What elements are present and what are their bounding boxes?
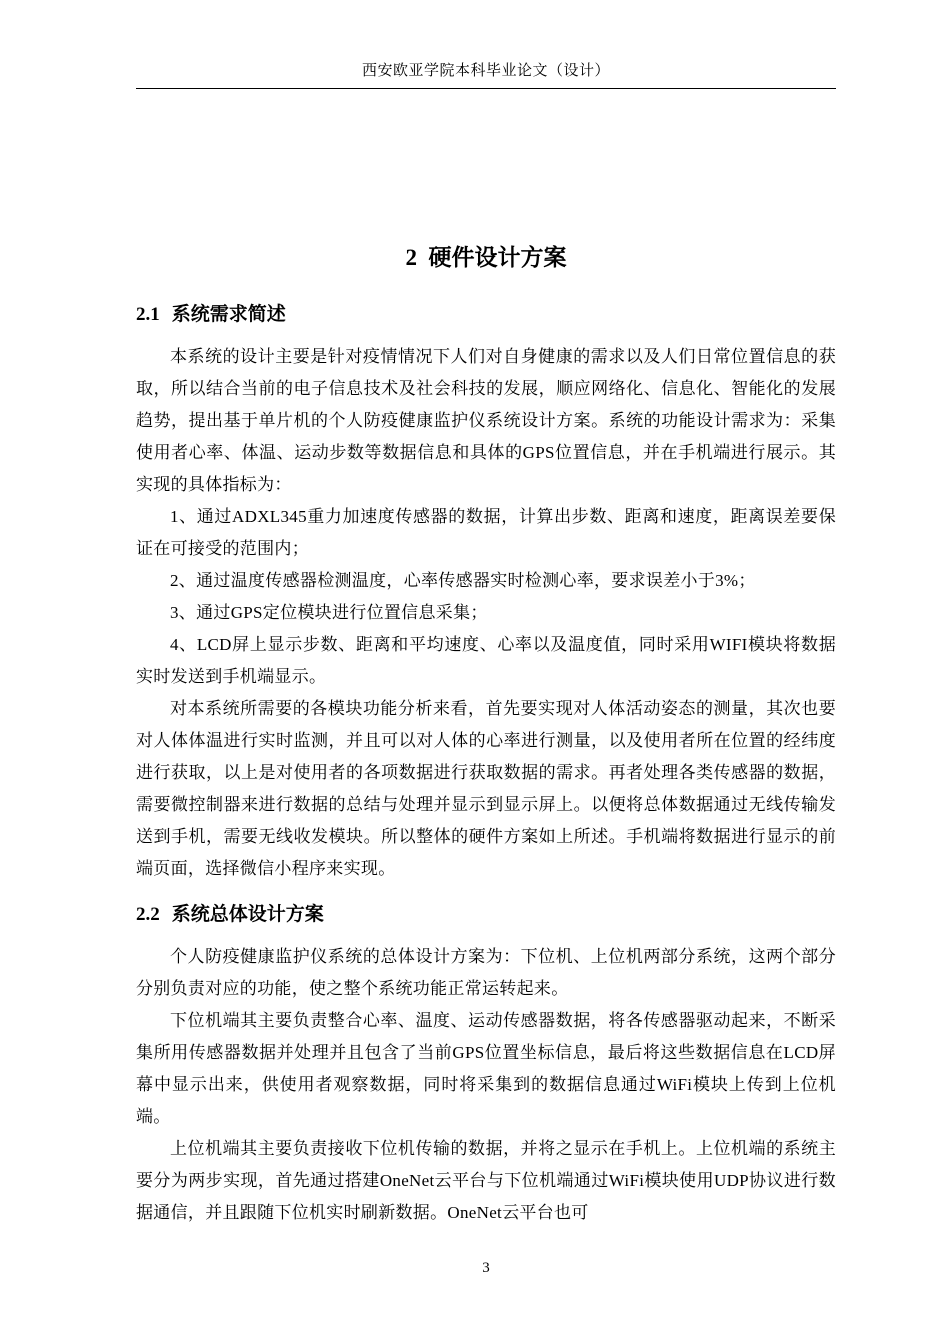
paragraph: 对本系统所需要的各模块功能分析来看，首先要实现对人体活动姿态的测量，其次也要对人体体温进行实时监测，并且可以对人体的心率进行测量，以及使用者所在位置的经纬度进行获取，以上是对使用者的各项数据进行获取数据的需求。再者处理各类传感器的数据，需要微控制器来进行数据的总结与处理并显示到显示屏上。以便将总体数据通过无线传输发送到手机，需要无线收发模块。所以整体的硬件方案如上所述。手机端将数据进行显示的前端页面，选择微信小程序来实现。 — [136, 699, 836, 878]
paragraph: 下位机端其主要负责整合心率、温度、运动传感器数据，将各传感器驱动起来，不断采集所用传感器数据并处理并且包含了当前GPS位置坐标信息，最后将这些数据信息在LCD屏幕中显示出来，供使用者观察数据，同时将采集到的数据信息通过WiFi模块上传到上位机端。 — [136, 1011, 836, 1126]
paragraph: 个人防疫健康监护仪系统的总体设计方案为：下位机、上位机两部分系统，这两个部分分别负责对应的功能，使之整个系统功能正常运转起来。 — [136, 947, 836, 998]
chapter-number: 2 — [405, 245, 417, 270]
section-body — [136, 941, 836, 1229]
chapter-title — [136, 242, 836, 274]
list-item: 4、LCD屏上显示步数、距离和平均速度、心率以及温度值，同时采用WIFI模块将数据实时发送到手机端显示。 — [136, 635, 836, 686]
section-number: 2.1 — [136, 304, 160, 325]
page-number: 3 — [482, 1260, 490, 1276]
section-number: 2.2 — [136, 904, 160, 925]
list-item: 3、通过GPS定位模块进行位置信息采集； — [170, 603, 488, 622]
section-2-2 — [136, 899, 836, 1229]
section-heading — [136, 899, 836, 931]
section-body — [136, 341, 836, 885]
paragraph: 上位机端其主要负责接收下位机传输的数据，并将之显示在手机上。上位机端的系统主要分为两步实现，首先通过搭建OneNet云平台与下位机端通过WiFi模块使用UDP协议进行数据通信，并且跟随下位机实时刷新数据。OneNet云平台也可 — [136, 1139, 836, 1222]
section-title: 系统总体设计方案 — [171, 904, 324, 925]
paragraph: 本系统的设计主要是针对疫情情况下人们对自身健康的需求以及人们日常位置信息的获取，所以结合当前的电子信息技术及社会科技的发展，顺应网络化、信息化、智能化的发展趋势，提出基于单片机的个人防疫健康监护仪系统设计方案。系统的功能设计需求为：采集使用者心率、体温、运动步数等数据信息和具体的GPS位置信息，并在手机端进行展示。其实现的具体指标为： — [136, 347, 836, 494]
list-item: 2、通过温度传感器检测温度，心率传感器实时检测心率，要求误差小于3%； — [170, 571, 756, 590]
list-item: 1、通过ADXL345重力加速度传感器的数据，计算出步数、距离和速度，距离误差要保证在可接受的范围内； — [136, 507, 836, 558]
section-2-1 — [136, 299, 836, 885]
page-header: 西安欧亚学院本科毕业论文（设计） — [361, 63, 610, 79]
chapter-title-text: 硬件设计方案 — [428, 245, 567, 270]
section-title: 系统需求简述 — [171, 304, 286, 325]
section-heading — [136, 299, 836, 331]
header-rule — [136, 88, 836, 89]
